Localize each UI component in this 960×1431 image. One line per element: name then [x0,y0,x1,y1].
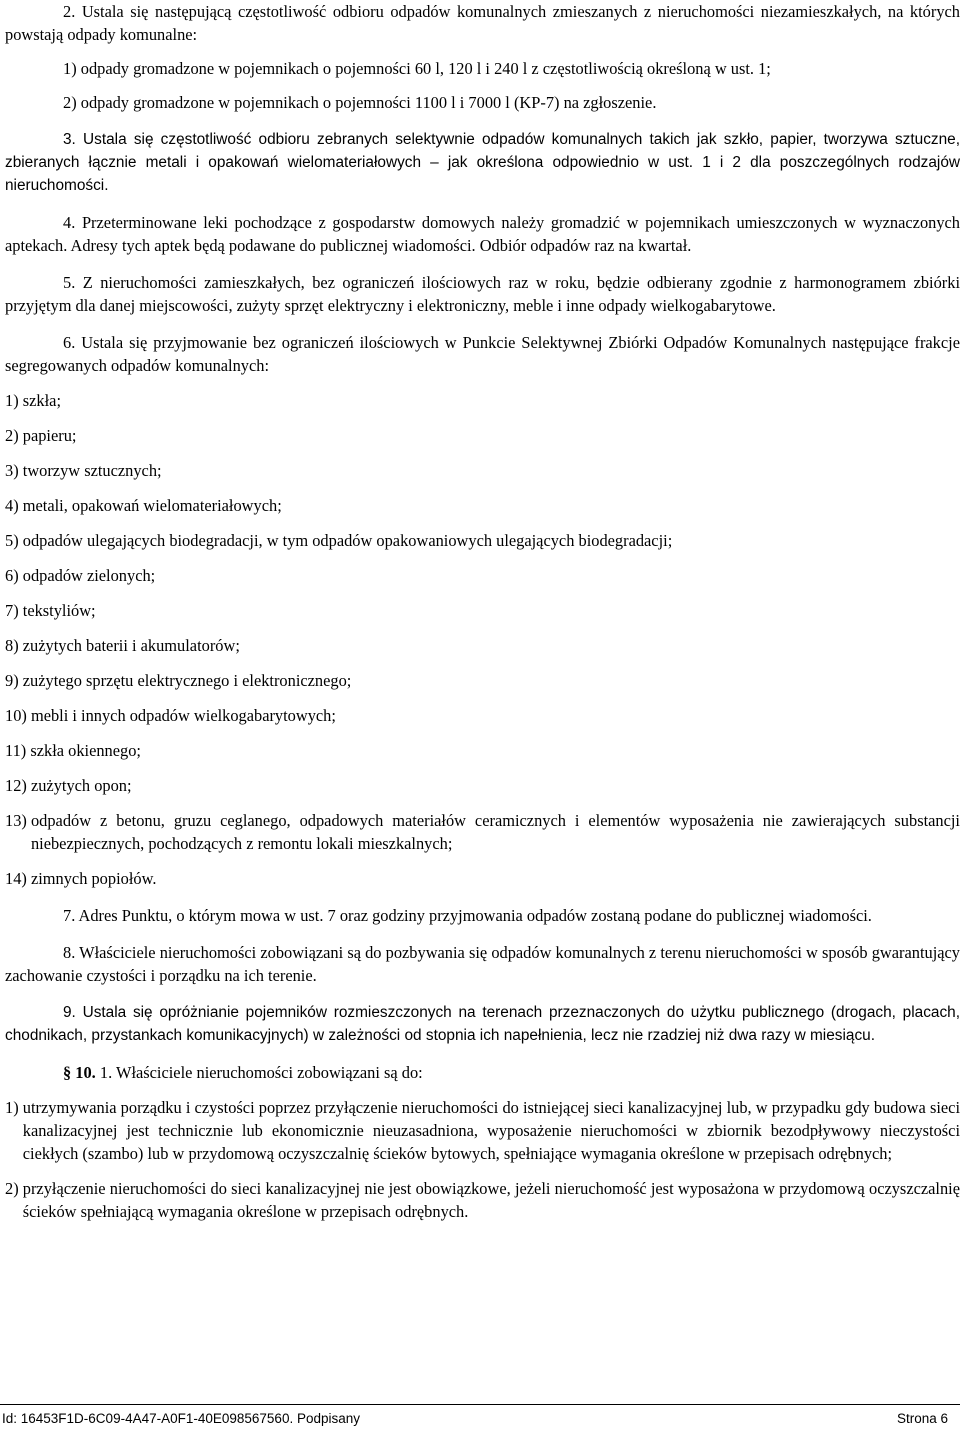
list-item-text: mebli i innych odpadów wielkogabarytowych; [30,706,336,725]
list-item-number: 10) [5,706,31,725]
list-item [5,424,960,447]
list-item [5,389,960,412]
list-item-number: 12) [5,776,31,795]
page-footer [0,1404,960,1429]
list-item-text: metali, opakowań wielomateriałowych; [22,496,282,515]
list-item [5,704,960,727]
section-9: 9. Ustala się opróżnianie pojemników rozmieszczonych na terenach przeznaczonych do użytku publicznego (drogach, placach, chodnikach, przystankach komunikacyjnych) w zależności od stopnia ich napełnienia, lecz nie rzadziej niż dwa razy w miesiącu. [5,1004,960,1044]
section-10-number: § 10. [63,1063,96,1082]
list-item-text: papieru; [22,426,77,445]
section-2-intro: 2. Ustala się następującą częstotliwość odbioru odpadów komunalnych zmieszanych z nieruchomości niezamieszkałych, na których powstają odpady komunalne: [5,2,960,44]
list-item-number: 8) [5,636,23,655]
list-item-text: tworzyw sztucznych; [22,461,162,480]
section-10-intro: 1. Właściciele nieruchomości zobowiązani są do: [95,1063,423,1082]
list-item-number: 1) [5,391,23,410]
section-8: 8. Właściciele nieruchomości zobowiązani są do pozbywania się odpadów komunalnych z terenu nieruchomości w sposób gwarantujący zachowanie czystości i porządku na ich terenie. [5,943,960,985]
list-item-text: zimnych popiołów. [30,869,157,888]
list-item-number: 2) [5,1179,23,1198]
list-item-text: szkła; [22,391,61,410]
list-item-number: 3) [5,461,23,480]
document-page [5,0,960,1223]
section-2-point-2: 2) odpady gromadzone w pojemnikach o pojemności 1100 l i 7000 l (KP-7) na zgłoszenie. [63,93,657,112]
list-item-number: 13) [5,811,31,830]
list-item-text: zużytych opon; [30,776,132,795]
page-number: Strona 6 [896,1411,948,1426]
document-id: Id: 16453F1D-6C09-4A47-A0F1-40E098567560. Podpisany [2,1411,360,1426]
list-item-text: odpadów z betonu, gruzu ceglanego, odpadowych materiałów ceramicznych i elementów wyposażenia nie zawierających substancji niebezpiecznych, pochodzących z remontu lokali mieszkalnych; [30,811,960,853]
list-item-number: 6) [5,566,23,585]
section-6-intro: 6. Ustala się przyjmowanie bez ograniczeń ilościowych w Punkcie Selektywnej Zbiórki Odpadów Komunalnych następujące frakcje segregowanych odpadów komunalnych: [5,333,960,375]
list-item-number: 7) [5,601,23,620]
list-item-number: 2) [5,426,23,445]
list-item-number: 4) [5,496,23,515]
list-item [5,774,960,797]
list-item-text: przyłączenie nieruchomości do sieci kanalizacyjnej nie jest obowiązkowe, jeżeli nieruchomość jest wyposażona w przydomową oczyszczalnię ścieków spełniającą wymagania określone w przepisach odrębnych. [22,1179,960,1221]
section-2-point-1: 1) odpady gromadzone w pojemnikach o pojemności 60 l, 120 l i 240 l z częstotliwością określoną w ust. 1; [63,59,771,78]
list-item [5,599,960,622]
list-item [5,634,960,657]
list-item-text: szkła okiennego; [30,741,141,760]
list-item-text: zużytych baterii i akumulatorów; [22,636,240,655]
list-item-text: zużytego sprzętu elektrycznego i elektronicznego; [22,671,352,690]
list-item-text: utrzymywania porządku i czystości poprzez przyłączenie nieruchomości do istniejącej sieci kanalizacyjnej lub, w przypadku gdy budowa sieci kanalizacyjnej jest technicznie lub ekonomicznie nieuzasadniona, wyposażenie nieruchomości w zbiornik bezodpływowy nieczystości ciekłych (szambo) lub w przydomową oczyszczalnię ścieków bytowych, spełniające wymagania określone w przepisach odrębnych; [22,1098,960,1163]
section-6-list [5,389,960,890]
list-item [5,494,960,517]
list-item-text: odpadów zielonych; [22,566,156,585]
section-10-heading [5,1061,960,1084]
section-3: 3. Ustala się częstotliwość odbioru zebranych selektywnie odpadów komunalnych takich jak szkło, papier, tworzywa sztuczne, zbieranych łącznie metali i opakowań wielomateriałowych – jak określona odpowiednio w ust. 1 i 2 dla poszczególnych rodzajów nieruchomości. [5,131,960,194]
list-item-text: odpadów ulegających biodegradacji, w tym odpadów opakowaniowych ulegających biodegradacji; [22,531,673,550]
list-item [5,529,960,552]
list-item-number: 1) [5,1098,23,1117]
section-5: 5. Z nieruchomości zamieszkałych, bez ograniczeń ilościowych raz w roku, będzie odbierany zgodnie z harmonogramem zbiórki przyjętym dla danej miejscowości, zużyty sprzęt elektryczny i elektroniczny, meble i inne odpady wielkogabarytowe. [5,273,960,315]
list-item [5,809,960,855]
list-item [5,669,960,692]
list-item-number: 5) [5,531,23,550]
list-item [5,1177,960,1223]
list-item-number: 14) [5,869,31,888]
list-item [5,739,960,762]
list-item [5,867,960,890]
list-item [5,1096,960,1165]
list-item-number: 9) [5,671,23,690]
list-item-number: 11) [5,741,31,760]
list-item [5,564,960,587]
section-10-list [5,1096,960,1223]
list-item [5,459,960,482]
section-7: 7. Adres Punktu, o którym mowa w ust. 7 oraz godziny przyjmowania odpadów zostaną podane do publicznej wiadomości. [63,906,872,925]
section-4: 4. Przeterminowane leki pochodzące z gospodarstw domowych należy gromadzić w pojemnikach umieszczonych w wyznaczonych aptekach. Adresy tych aptek będą podawane do publicznej wiadomości. Odbiór odpadów raz na kwartał. [5,213,960,255]
list-item-text: tekstyliów; [22,601,96,620]
